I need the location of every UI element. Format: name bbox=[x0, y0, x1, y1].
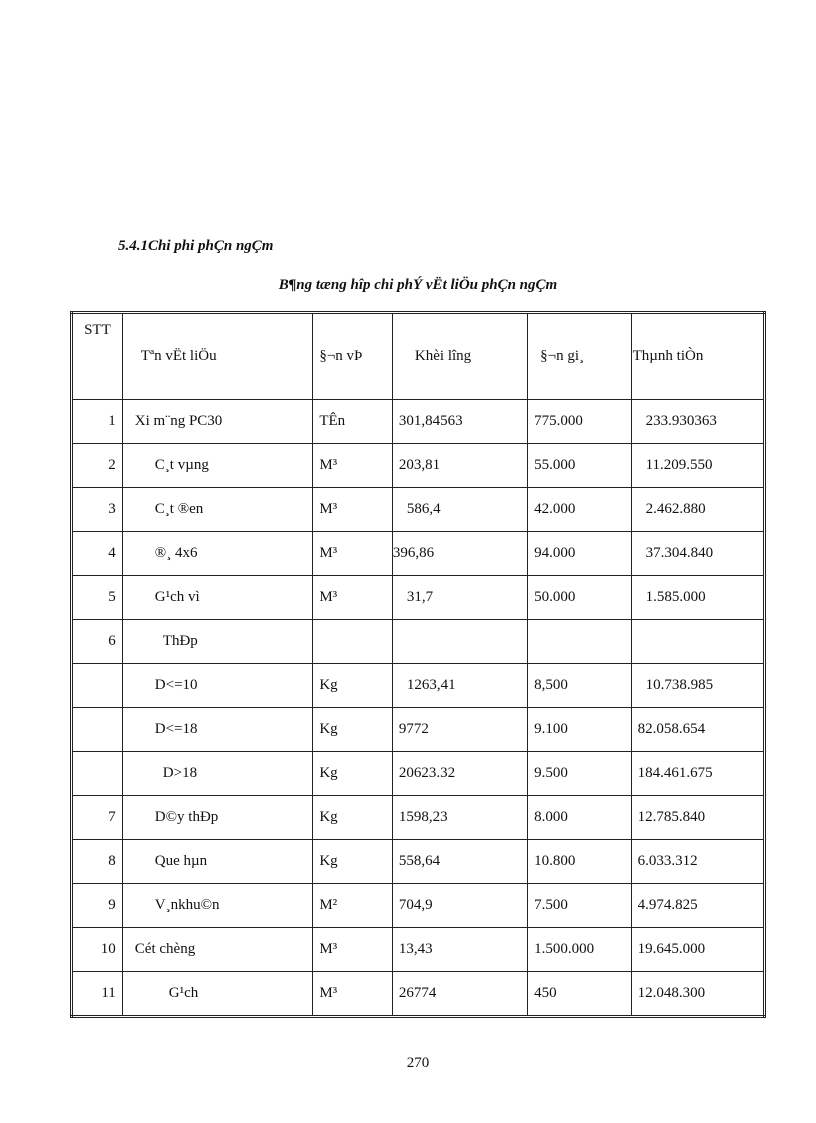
cell-name: ThÐp bbox=[122, 620, 313, 664]
cell-total: 37.304.840 bbox=[631, 532, 764, 576]
cell-unit-price: 9.500 bbox=[528, 752, 631, 796]
cell-total bbox=[631, 620, 764, 664]
header-quantity: Khèi lîng bbox=[392, 313, 527, 400]
cell-quantity: 31,7 bbox=[392, 576, 527, 620]
cell-stt: 4 bbox=[72, 532, 123, 576]
cell-name: V¸nkhu©n bbox=[122, 884, 313, 928]
cell-quantity: 20623.32 bbox=[392, 752, 527, 796]
cell-stt bbox=[72, 664, 123, 708]
cell-unit: M³ bbox=[313, 444, 393, 488]
cell-total: 6.033.312 bbox=[631, 840, 764, 884]
table-row bbox=[72, 928, 765, 972]
cell-quantity: 1263,41 bbox=[392, 664, 527, 708]
cell-stt bbox=[72, 708, 123, 752]
cell-stt: 1 bbox=[72, 400, 123, 444]
table-row bbox=[72, 840, 765, 884]
cell-quantity: 704,9 bbox=[392, 884, 527, 928]
cell-unit-price: 775.000 bbox=[528, 400, 631, 444]
cell-unit bbox=[313, 620, 393, 664]
cell-name: D<=10 bbox=[122, 664, 313, 708]
table-row bbox=[72, 444, 765, 488]
header-total: Thµnh tiÒn bbox=[631, 313, 764, 400]
cell-total: 233.930363 bbox=[631, 400, 764, 444]
cost-table bbox=[70, 311, 766, 1018]
header-unit: §¬n vÞ bbox=[313, 313, 393, 400]
cell-quantity: 301,84563 bbox=[392, 400, 527, 444]
cell-unit-price: 50.000 bbox=[528, 576, 631, 620]
cell-name: Cét chèng bbox=[122, 928, 313, 972]
table-row bbox=[72, 972, 765, 1017]
cell-total: 4.974.825 bbox=[631, 884, 764, 928]
cell-unit-price: 9.100 bbox=[528, 708, 631, 752]
table-row bbox=[72, 664, 765, 708]
cell-stt: 6 bbox=[72, 620, 123, 664]
cell-quantity: 203,81 bbox=[392, 444, 527, 488]
section-title: 5.4.1Chi phi phÇn ngÇm bbox=[118, 238, 274, 254]
cell-stt: 9 bbox=[72, 884, 123, 928]
table-row bbox=[72, 752, 765, 796]
cell-stt bbox=[72, 752, 123, 796]
cell-unit-price: 94.000 bbox=[528, 532, 631, 576]
cell-quantity: 396,86 bbox=[392, 532, 527, 576]
table-caption: B¶ng tæng hîp chi phÝ vËt liÖu phÇn ngÇm bbox=[278, 277, 558, 293]
cell-unit-price: 1.500.000 bbox=[528, 928, 631, 972]
cell-total: 12.785.840 bbox=[631, 796, 764, 840]
cell-unit: M³ bbox=[313, 928, 393, 972]
cell-total: 1.585.000 bbox=[631, 576, 764, 620]
header-unit-price: §¬n gi¸ bbox=[528, 313, 631, 400]
cell-stt: 5 bbox=[72, 576, 123, 620]
cell-unit: Kg bbox=[313, 796, 393, 840]
table-row bbox=[72, 884, 765, 928]
header-material-name: Tªn vËt liÖu bbox=[122, 313, 313, 400]
cell-name: G¹ch bbox=[122, 972, 313, 1017]
cell-total: 184.461.675 bbox=[631, 752, 764, 796]
cell-unit: M³ bbox=[313, 972, 393, 1017]
cell-unit: Kg bbox=[313, 664, 393, 708]
cell-unit: M² bbox=[313, 884, 393, 928]
cell-unit: M³ bbox=[313, 488, 393, 532]
cell-quantity: 13,43 bbox=[392, 928, 527, 972]
cell-name: C¸t vµng bbox=[122, 444, 313, 488]
cell-quantity: 586,4 bbox=[392, 488, 527, 532]
cell-stt: 8 bbox=[72, 840, 123, 884]
cell-quantity: 558,64 bbox=[392, 840, 527, 884]
cell-total: 12.048.300 bbox=[631, 972, 764, 1017]
cell-name: Xi m¨ng PC30 bbox=[122, 400, 313, 444]
table-row bbox=[72, 708, 765, 752]
cell-name: D>18 bbox=[122, 752, 313, 796]
cell-unit-price: 7.500 bbox=[528, 884, 631, 928]
cell-unit: Kg bbox=[313, 708, 393, 752]
table-row bbox=[72, 400, 765, 444]
cell-name: ®¸ 4x6 bbox=[122, 532, 313, 576]
cell-total: 10.738.985 bbox=[631, 664, 764, 708]
cell-quantity bbox=[392, 620, 527, 664]
cell-unit: TÊn bbox=[313, 400, 393, 444]
cell-name: C¸t ®en bbox=[122, 488, 313, 532]
cell-unit-price: 10.800 bbox=[528, 840, 631, 884]
table-row bbox=[72, 796, 765, 840]
table-row bbox=[72, 620, 765, 664]
table-row bbox=[72, 576, 765, 620]
cell-stt: 10 bbox=[72, 928, 123, 972]
cell-total: 2.462.880 bbox=[631, 488, 764, 532]
table-row bbox=[72, 488, 765, 532]
cell-unit-price: 55.000 bbox=[528, 444, 631, 488]
cell-unit: Kg bbox=[313, 840, 393, 884]
cell-unit-price: 450 bbox=[528, 972, 631, 1017]
cell-unit-price: 42.000 bbox=[528, 488, 631, 532]
cell-name: D©y thÐp bbox=[122, 796, 313, 840]
cell-name: Que hµn bbox=[122, 840, 313, 884]
cell-unit-price: 8,500 bbox=[528, 664, 631, 708]
cell-quantity: 26774 bbox=[392, 972, 527, 1017]
cell-stt: 3 bbox=[72, 488, 123, 532]
cell-total: 19.645.000 bbox=[631, 928, 764, 972]
cell-name: G¹ch vì bbox=[122, 576, 313, 620]
cell-unit-price bbox=[528, 620, 631, 664]
table-row bbox=[72, 532, 765, 576]
cell-unit: M³ bbox=[313, 576, 393, 620]
cell-stt: 11 bbox=[72, 972, 123, 1017]
cell-unit-price: 8.000 bbox=[528, 796, 631, 840]
cell-quantity: 1598,23 bbox=[392, 796, 527, 840]
cell-stt: 7 bbox=[72, 796, 123, 840]
cell-total: 11.209.550 bbox=[631, 444, 764, 488]
cell-quantity: 9772 bbox=[392, 708, 527, 752]
table-header-row bbox=[72, 313, 765, 400]
cell-unit: Kg bbox=[313, 752, 393, 796]
cell-total: 82.058.654 bbox=[631, 708, 764, 752]
cell-stt: 2 bbox=[72, 444, 123, 488]
cell-unit: M³ bbox=[313, 532, 393, 576]
header-stt: STT bbox=[72, 313, 123, 400]
cell-name: D<=18 bbox=[122, 708, 313, 752]
page-number: 270 bbox=[406, 1055, 430, 1071]
